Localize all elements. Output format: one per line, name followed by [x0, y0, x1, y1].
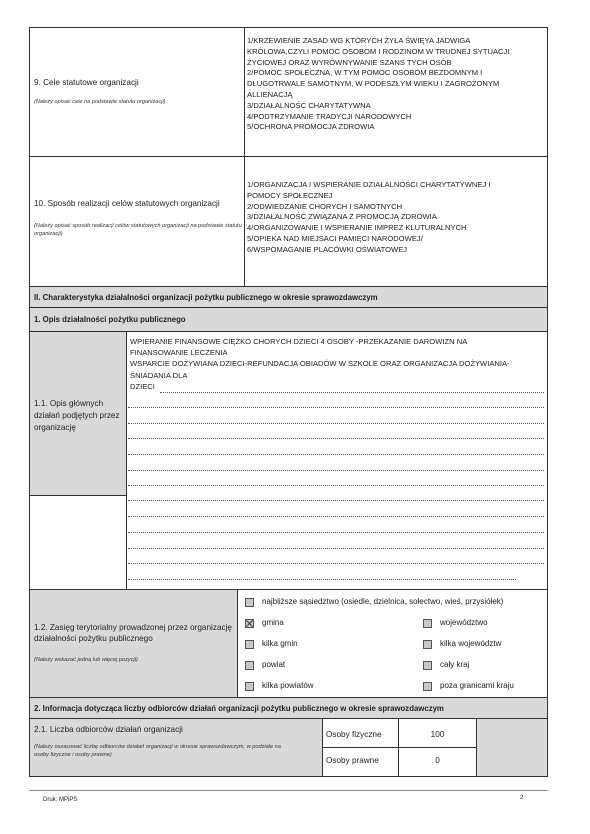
option-kilka-wojewodztw: kilka województw	[440, 639, 502, 648]
osoby-fizyczne-value[interactable]: 100	[430, 730, 445, 739]
option-gmina: gmina	[262, 618, 284, 627]
osoby-fizyczne-label: Osoby fizyczne	[326, 730, 382, 739]
checkbox-sasiedztwo[interactable]	[245, 598, 254, 607]
section9-value: 1/KRZEWIENIE ZASAD WG KTÓRYCH ŻYŁA ŚWIĘYA JADWIGA KRÓLOWA,CZYLI POMOC OSOBOM I RODZINOM W TRUDNEJ SYTUACJI ŻYCIOWEJ ORAZ WYRÓWNYWANIE SZANS TYCH OSÓB 2/POMOC SPOŁECZNA, W TYM POMOC OSOBOM BEZDOMNYM I DŁUGOTRWALE SAMOTNYM, W PODESZŁYM WIEKU I ZAGROŻONYM ALLIENACJĄ 3/DZIAŁALNOŚĆ CHARYTATYWNA 4/PODTRZYMANIE TRADYCJI NARODOWYCH 5/OCHRONA PROMOCJA ZDROWIA	[247, 36, 510, 132]
option-wojewodztwo: województwo	[440, 618, 488, 627]
section10-title: 10. Sposób realizacji celów statutowych organizacji	[34, 199, 220, 208]
checkbox-caly-kraj[interactable]	[423, 661, 432, 670]
option-caly-kraj: cały kraj	[440, 660, 470, 669]
section10-value: 1/ORGANIZACJA I WSPIERANIE DZIAŁALNOŚCI CHARYTATYWNEJ I POMOCY SPOŁECZNEJ 2/ODWIEDZANIE CHORYCH I SAMOTNYCH 3/DZIAŁALNOŚĆ ZWIĄZANA Z PROMOCJĄ ZDROWIA 4/ORGANIZOWANIE I WSPIERANIE IMPREZ KLUTURALNYCH 5/OPIEKA NAD MIEJSACI PAMIĘCI NARODOWEJ/ 6/WSPOMAGANIE PLACÓWKI OŚWIATOWEJ	[247, 180, 491, 254]
checkbox-kilka-powiatow[interactable]	[245, 682, 254, 691]
section9-title: 9. Cele statutowe organizacji	[34, 78, 139, 87]
page-number: 2	[520, 795, 524, 801]
odbiorcy-note: (Należy oszacować liczbę odbiorców działań organizacji w okresie sprawozdawczym, w podziale na osoby fizyczne i osoby prawne)	[34, 744, 281, 758]
osoby-prawne-label: Osoby prawne	[326, 756, 379, 765]
zasieg-note: (Należy wskazać jedną lub więcej pozycji)	[34, 657, 138, 663]
checkbox-poza-granicami[interactable]	[423, 682, 432, 691]
option-kilka-gmin: kilka gmin	[262, 639, 298, 648]
option-kilka-powiatow: kilka powiatów	[262, 681, 314, 690]
odbiorcy-header: 2. Informacja dotycząca liczby odbiorców działań organizacji pożytku publicznego w okresie sprawozdawczym	[30, 697, 547, 719]
osoby-prawne-value[interactable]: 0	[435, 756, 440, 765]
footer-text: Druk: MPiPS	[43, 797, 78, 803]
opis-label: 1.1. Opis głównych działań podjętych przez organizację	[34, 399, 120, 432]
checkbox-wojewodztwo[interactable]	[423, 619, 432, 628]
checkbox-kilka-gmin[interactable]	[245, 640, 254, 649]
option-powiat: powiat	[262, 660, 286, 669]
checkbox-kilka-wojewodztw[interactable]	[423, 640, 432, 649]
section10-note: (Należy opisać sposób realizacji celów statutowych organizacji na podstawie statutu organizacji)	[34, 223, 242, 237]
checkbox-gmina[interactable]	[245, 619, 254, 628]
option-sasiedztwo: najbliższe sąsiedztwo (osiedle, dzielnica, sołectwo, wieś, przysiółek)	[262, 597, 504, 606]
odbiorcy-empty-cell	[477, 719, 547, 776]
odbiorcy-label: 2.1. Liczba odbiorców działań organizacji	[34, 725, 183, 734]
zasieg-label: 1.2. Zasięg terytorialny prowadzonej przez organizację działalności pożytku publicznego	[34, 623, 232, 643]
section9-note: (Należy opisać cele na podstawie statutu organizacji)	[34, 99, 166, 105]
part-ii-header: II. Charakterystyka działalności organizacji pożytku publicznego w okresie sprawozdawczym	[30, 286, 547, 308]
opis-header: 1. Opis działalności pożytku publicznego	[30, 308, 547, 332]
option-poza-granicami: poza granicami kraju	[440, 681, 514, 690]
opis-value: WPIERANIE FINANSOWE CIĘŻKO CHORYCH DZIECI 4 OSOBY -PRZEKAZANIE DAROWIZN NA FINANSOWANIE LECZENIA WSPARCIE DOŻYWIANA DZIECI-REFUNDACJA OBIADÓW W SZKOLE ORAZ ORGANIZACJA DOŻYWIANIA- ŚNIADANIA DLA DZIECI	[130, 337, 510, 391]
checkbox-powiat[interactable]	[245, 661, 254, 670]
